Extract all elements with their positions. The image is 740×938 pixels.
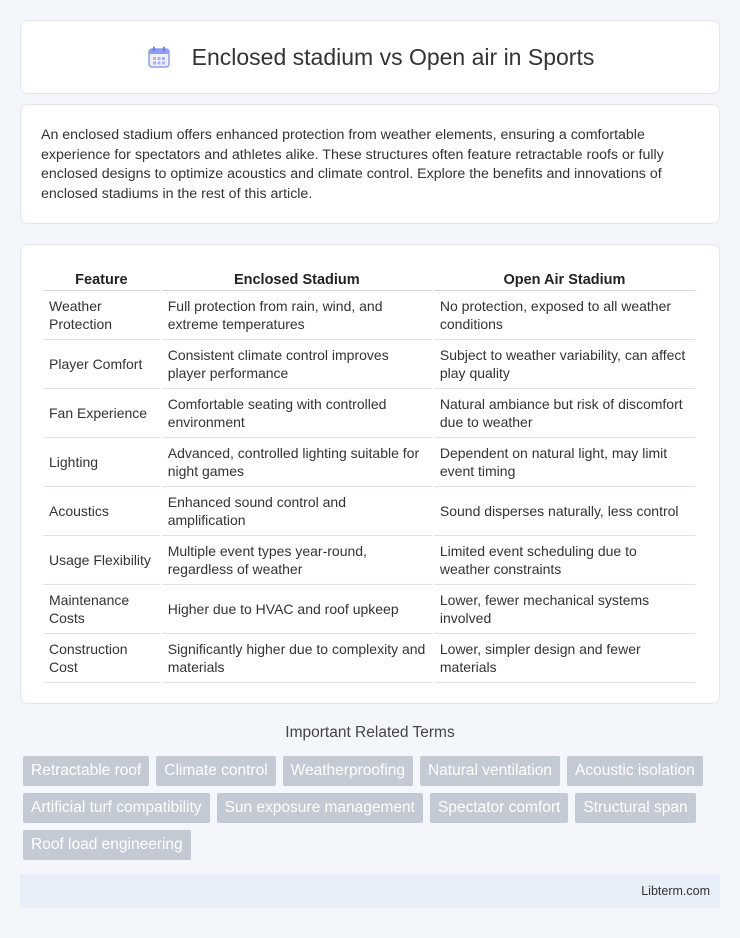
table-row [43, 291, 695, 340]
page-title: Enclosed stadium vs Open air in Sports [191, 43, 595, 70]
related-terms-list [23, 756, 723, 860]
enclosed-cell: Enhanced sound control and amplification [162, 487, 432, 536]
enclosed-cell: Comfortable seating with controlled environment [162, 389, 432, 438]
related-term-tag[interactable]: Weatherproofing [283, 756, 413, 786]
table-row [43, 585, 695, 634]
table-row [43, 634, 695, 683]
feature-cell: Fan Experience [43, 389, 160, 438]
table-row [43, 340, 695, 389]
enclosed-cell: Advanced, controlled lighting suitable for night games [162, 438, 432, 487]
open-air-cell: Sound disperses naturally, less control [434, 487, 695, 536]
open-air-cell: Subject to weather variability, can affect play quality [434, 340, 695, 389]
related-term-tag[interactable]: Acoustic isolation [567, 756, 703, 786]
table-row [43, 438, 695, 487]
related-term-tag[interactable]: Artificial turf compatibility [23, 793, 210, 823]
related-term-tag[interactable]: Structural span [575, 793, 695, 823]
feature-cell: Player Comfort [43, 340, 160, 389]
intro-card [20, 104, 720, 224]
table-row [43, 536, 695, 585]
enclosed-cell: Significantly higher due to complexity and materials [162, 634, 432, 683]
enclosed-cell: Consistent climate control improves player performance [162, 340, 432, 389]
intro-paragraph: An enclosed stadium offers enhanced protection from weather elements, ensuring a comfortable experience for spectators and athletes alike. These structures often feature retractable roofs or fully enclosed designs to optimize acoustics and climate control. Explore the benefits and innovations of enclosed stadiums in the rest of this article. [41, 127, 664, 202]
feature-cell: Construction Cost [43, 634, 160, 683]
related-term-tag[interactable]: Climate control [156, 756, 275, 786]
header-open-air-stadium: Open Air Stadium [434, 265, 695, 291]
open-air-cell: Lower, fewer mechanical systems involved [434, 585, 695, 634]
enclosed-cell: Full protection from rain, wind, and extreme temperatures [162, 291, 432, 340]
header-enclosed-stadium: Enclosed Stadium [162, 265, 432, 291]
related-term-tag[interactable]: Roof load engineering [23, 830, 191, 860]
feature-cell: Acoustics [43, 487, 160, 536]
enclosed-cell: Higher due to HVAC and roof upkeep [162, 585, 432, 634]
feature-cell: Lighting [43, 438, 160, 487]
feature-cell: Weather Protection [43, 291, 160, 340]
open-air-cell: Limited event scheduling due to weather constraints [434, 536, 695, 585]
table-header-row [43, 265, 695, 291]
comparison-table [41, 265, 697, 683]
related-term-tag[interactable]: Retractable roof [23, 756, 149, 786]
calendar-icon [146, 44, 172, 70]
feature-cell: Usage Flexibility [43, 536, 160, 585]
open-air-cell: Lower, simpler design and fewer materials [434, 634, 695, 683]
related-terms-heading: Important Related Terms [285, 724, 455, 741]
feature-cell: Maintenance Costs [43, 585, 160, 634]
title-card [20, 20, 720, 94]
related-term-tag[interactable]: Spectator comfort [430, 793, 568, 823]
table-row [43, 487, 695, 536]
open-air-cell: No protection, exposed to all weather conditions [434, 291, 695, 340]
comparison-table-card [20, 244, 720, 704]
header-feature: Feature [43, 265, 160, 291]
related-term-tag[interactable]: Natural ventilation [420, 756, 560, 786]
table-row [43, 389, 695, 438]
open-air-cell: Natural ambiance but risk of discomfort due to weather [434, 389, 695, 438]
open-air-cell: Dependent on natural light, may limit event timing [434, 438, 695, 487]
footer [20, 874, 720, 908]
footer-site-link[interactable]: Libterm.com [641, 884, 710, 898]
enclosed-cell: Multiple event types year-round, regardless of weather [162, 536, 432, 585]
related-term-tag[interactable]: Sun exposure management [217, 793, 423, 823]
